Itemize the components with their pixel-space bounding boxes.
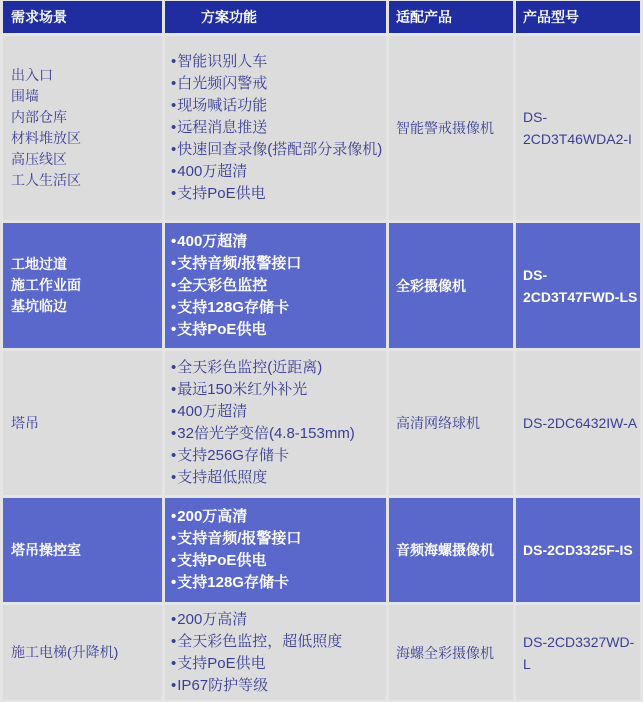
table-row bbox=[3, 223, 640, 348]
features-list bbox=[171, 608, 342, 698]
scenario-lines bbox=[11, 642, 118, 663]
feature-item bbox=[171, 52, 382, 72]
scenario-lines bbox=[11, 540, 81, 561]
product-name: 音频海螺摄像机 bbox=[396, 542, 494, 558]
scenario-line: 施工电梯(升降机) bbox=[11, 644, 119, 660]
bullet-icon: • bbox=[171, 141, 177, 158]
product-cell bbox=[389, 223, 513, 348]
bullet-icon: • bbox=[171, 530, 177, 547]
bullet-icon: • bbox=[171, 632, 177, 650]
feature-item bbox=[171, 74, 382, 94]
feature-item bbox=[171, 162, 382, 182]
table-row bbox=[3, 498, 640, 602]
model-cell bbox=[516, 223, 640, 348]
feature-item bbox=[171, 140, 382, 160]
product-model: DS-2CD3327WD-L bbox=[523, 633, 635, 672]
header-label-product: 适配产品 bbox=[396, 9, 452, 25]
features-list bbox=[171, 356, 355, 490]
header-label-model: 产品型号 bbox=[523, 9, 579, 25]
feature-text: 支持超低照度 bbox=[177, 469, 268, 486]
feature-text: 支持PoE供电 bbox=[177, 654, 266, 672]
product-name: 全彩摄像机 bbox=[396, 277, 466, 294]
feature-item bbox=[171, 184, 382, 204]
feature-item bbox=[171, 551, 301, 571]
scenario-line: 工人生活区 bbox=[11, 172, 81, 188]
bullet-icon: • bbox=[171, 610, 177, 628]
feature-item bbox=[171, 320, 301, 340]
bullet-icon: • bbox=[171, 359, 177, 376]
feature-text: 全天彩色监控 bbox=[177, 276, 268, 294]
feature-text: IP67防护等级 bbox=[177, 676, 269, 694]
scenario-line: 基坑临边 bbox=[11, 298, 67, 314]
product-cell bbox=[389, 605, 513, 700]
bullet-icon: • bbox=[171, 508, 177, 525]
header-cell-features bbox=[165, 1, 386, 33]
feature-text: 远程消息推送 bbox=[177, 119, 268, 136]
product-model: DS-2CD3325F-IS bbox=[523, 542, 633, 558]
header-cell-model bbox=[516, 1, 640, 33]
feature-item bbox=[171, 573, 301, 593]
bullet-icon: • bbox=[171, 232, 177, 250]
feature-item bbox=[171, 610, 342, 630]
features-cell bbox=[165, 223, 386, 348]
scenario-line: 塔吊操控室 bbox=[11, 541, 81, 558]
product-cell bbox=[389, 36, 513, 220]
feature-text: 400万超清 bbox=[177, 163, 248, 180]
feature-item bbox=[171, 654, 342, 674]
header-label-scenario: 需求场景 bbox=[11, 9, 67, 25]
product-name: 高清网络球机 bbox=[396, 415, 480, 431]
bullet-icon: • bbox=[171, 185, 177, 202]
feature-text: 支持音频/报警接口 bbox=[177, 254, 302, 272]
feature-text: 智能识别人车 bbox=[177, 53, 268, 70]
scenario-cell bbox=[3, 498, 162, 602]
feature-text: 支持128G存储卡 bbox=[177, 574, 289, 591]
model-cell bbox=[516, 351, 640, 495]
header-row bbox=[3, 1, 640, 33]
feature-text: 支持256G存储卡 bbox=[177, 447, 289, 464]
bullet-icon: • bbox=[171, 276, 177, 294]
product-name: 海螺全彩摄像机 bbox=[396, 644, 494, 661]
product-name: 智能警戒摄像机 bbox=[396, 120, 494, 136]
feature-text: 全天彩色监控，超低照度 bbox=[177, 632, 343, 650]
feature-text: 400万超清 bbox=[177, 403, 248, 420]
bullet-icon: • bbox=[171, 97, 177, 114]
bullet-icon: • bbox=[171, 552, 177, 569]
scenario-line: 工地过道 bbox=[11, 256, 67, 272]
feature-item bbox=[171, 507, 301, 527]
header-label-features: 方案功能 bbox=[201, 9, 257, 25]
feature-item bbox=[171, 529, 301, 549]
scenario-line: 材料堆放区 bbox=[11, 130, 81, 146]
feature-item bbox=[171, 358, 355, 378]
feature-text: 支持PoE供电 bbox=[177, 320, 267, 338]
bullet-icon: • bbox=[171, 403, 177, 420]
features-list bbox=[171, 230, 301, 342]
feature-item bbox=[171, 118, 382, 138]
bullet-icon: • bbox=[171, 381, 177, 398]
feature-item bbox=[171, 96, 382, 116]
bullet-icon: • bbox=[171, 53, 177, 70]
bullet-icon: • bbox=[171, 163, 177, 180]
feature-item bbox=[171, 676, 342, 696]
bullet-icon: • bbox=[171, 254, 177, 272]
feature-item bbox=[171, 254, 301, 274]
feature-text: 全天彩色监控(近距离) bbox=[177, 359, 323, 376]
bullet-icon: • bbox=[171, 469, 177, 486]
product-cell bbox=[389, 351, 513, 495]
product-model: DS-2DC6432IW-A bbox=[523, 415, 638, 431]
scenario-lines bbox=[11, 413, 39, 434]
bullet-icon: • bbox=[171, 447, 177, 464]
header-cell-scenario bbox=[3, 1, 162, 33]
model-cell bbox=[516, 36, 640, 220]
feature-item bbox=[171, 380, 355, 400]
table-row bbox=[3, 351, 640, 495]
scenario-line: 围墙 bbox=[11, 88, 39, 104]
feature-item bbox=[171, 632, 342, 652]
feature-text: 最远150米红外补光 bbox=[177, 381, 308, 398]
scenario-line: 内部仓库 bbox=[11, 109, 67, 125]
bullet-icon: • bbox=[171, 119, 177, 136]
feature-text: 200万高清 bbox=[177, 610, 248, 628]
scenario-line: 塔吊 bbox=[11, 414, 39, 431]
model-cell bbox=[516, 498, 640, 602]
scenario-cell bbox=[3, 223, 162, 348]
scenario-line: 施工作业面 bbox=[11, 277, 81, 293]
scenario-cell bbox=[3, 351, 162, 495]
features-cell bbox=[165, 36, 386, 220]
scenario-lines bbox=[11, 254, 81, 317]
feature-text: 支持128G存储卡 bbox=[177, 298, 289, 316]
features-cell bbox=[165, 605, 386, 700]
feature-text: 支持PoE供电 bbox=[177, 185, 266, 202]
feature-item bbox=[171, 402, 355, 422]
feature-item bbox=[171, 446, 355, 466]
feature-text: 支持PoE供电 bbox=[177, 552, 267, 569]
feature-text: 支持音频/报警接口 bbox=[177, 530, 302, 547]
bullet-icon: • bbox=[171, 676, 177, 694]
bullet-icon: • bbox=[171, 654, 177, 672]
bullet-icon: • bbox=[171, 425, 177, 442]
feature-item bbox=[171, 276, 301, 296]
feature-item bbox=[171, 468, 355, 488]
product-model: DS-2CD3T46WDA2-I bbox=[523, 109, 632, 147]
features-list bbox=[171, 505, 301, 595]
feature-text: 白光频闪警戒 bbox=[177, 75, 268, 92]
scenario-line: 出入口 bbox=[11, 67, 53, 83]
scenario-lines bbox=[11, 65, 81, 191]
product-cell bbox=[389, 498, 513, 602]
scenario-line: 高压线区 bbox=[11, 151, 67, 167]
bullet-icon: • bbox=[171, 574, 177, 591]
feature-item bbox=[171, 298, 301, 318]
model-cell bbox=[516, 605, 640, 700]
feature-text: 400万超清 bbox=[177, 232, 248, 250]
scenario-cell bbox=[3, 36, 162, 220]
features-cell bbox=[165, 498, 386, 602]
features-list bbox=[171, 50, 382, 206]
feature-text: 200万高清 bbox=[177, 508, 248, 525]
bullet-icon: • bbox=[171, 75, 177, 92]
scenario-cell bbox=[3, 605, 162, 700]
product-model: DS-2CD3T47FWD-LS bbox=[523, 266, 638, 305]
features-cell bbox=[165, 351, 386, 495]
table-row bbox=[3, 36, 640, 220]
feature-text: 现场喊话功能 bbox=[177, 97, 268, 114]
bullet-icon: • bbox=[171, 298, 177, 316]
table-row bbox=[3, 605, 640, 700]
feature-text: 32倍光学变倍(4.8-153mm) bbox=[177, 425, 355, 442]
feature-item bbox=[171, 232, 301, 252]
bullet-icon: • bbox=[171, 320, 177, 338]
feature-text: 快速回查录像(搭配部分录像机) bbox=[177, 141, 383, 158]
header-cell-product bbox=[389, 1, 513, 33]
feature-item bbox=[171, 424, 355, 444]
